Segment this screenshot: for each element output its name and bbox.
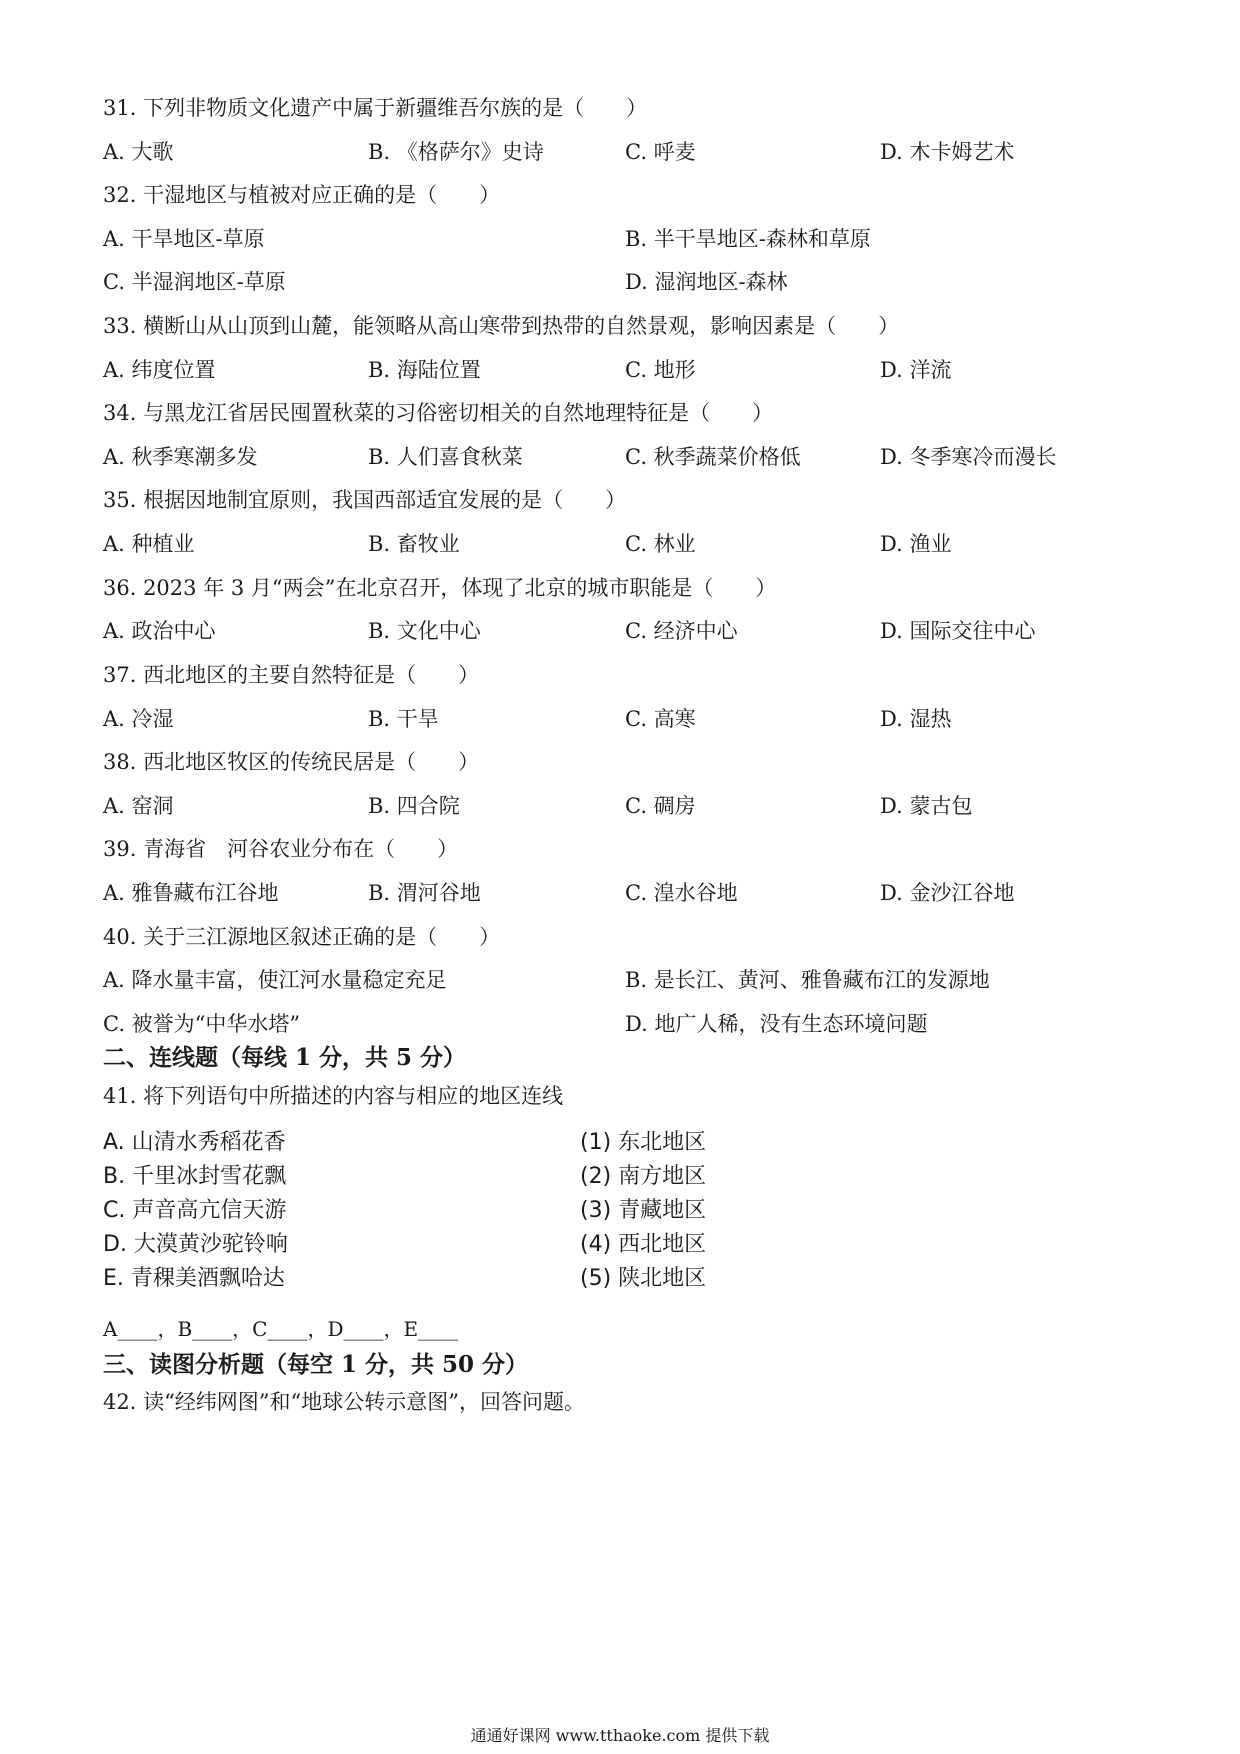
question-33-stem: 33. 横断山从山顶到山麓，能领略从高山寒带到热带的自然景观，影响因素是（ ）: [103, 314, 900, 338]
match-left-d: D. 大漠黄沙驼铃响: [103, 1232, 288, 1257]
question-40-stem: 40. 关于三江源地区叙述正确的是（ ）: [103, 925, 501, 949]
match-right-3: (3) 青藏地区: [580, 1198, 707, 1223]
q39-option-c: C. 湟水谷地: [625, 881, 738, 905]
q37-option-b: B. 干旱: [368, 707, 439, 731]
answer-blanks: A____，B____，C____，D____，E____: [103, 1317, 459, 1341]
q37-option-d: D. 湿热: [880, 707, 952, 731]
q40-option-a: A. 降水量丰富，使江河水量稳定充足: [103, 968, 447, 992]
question-34-stem: 34. 与黑龙江省居民囤置秋菜的习俗密切相关的自然地理特征是（ ）: [103, 401, 774, 425]
q39-option-d: D. 金沙江谷地: [880, 881, 1015, 905]
question-32-stem: 32. 干湿地区与植被对应正确的是（ ）: [103, 183, 501, 207]
q36-option-a: A. 政治中心: [103, 619, 216, 643]
match-left-b: B. 千里冰封雪花飘: [103, 1164, 287, 1189]
q31-option-a: A. 大歌: [103, 140, 174, 164]
q37-option-a: A. 冷湿: [103, 707, 174, 731]
question-39-stem: 39. 青海省 河谷农业分布在（ ）: [103, 837, 459, 861]
q40-option-c: C. 被誉为“中华水塔”: [103, 1012, 301, 1036]
q34-option-d: D. 冬季寒冷而漫长: [880, 445, 1057, 469]
match-left-e: E. 青稞美酒飘哈达: [103, 1266, 285, 1291]
question-37-stem: 37. 西北地区的主要自然特征是（ ）: [103, 663, 480, 687]
q39-option-a: A. 雅鲁藏布江谷地: [103, 881, 279, 905]
q31-option-d: D. 木卡姆艺术: [880, 140, 1015, 164]
question-42-stem: 42. 读“经纬网图”和“地球公转示意图”，回答问题。: [103, 1390, 586, 1414]
q38-option-a: A. 窑洞: [103, 794, 174, 818]
q34-option-c: C. 秋季蔬菜价格低: [625, 445, 801, 469]
match-right-1: (1) 东北地区: [580, 1130, 707, 1155]
q32-option-a: A. 干旱地区-草原: [103, 227, 265, 251]
q32-option-d: D. 湿润地区-森林: [625, 270, 788, 294]
question-36-stem: 36. 2023 年 3 月“两会”在北京召开，体现了北京的城市职能是（ ）: [103, 576, 777, 600]
q37-option-c: C. 高寒: [625, 707, 696, 731]
q34-option-b: B. 人们喜食秋菜: [368, 445, 523, 469]
q35-option-d: D. 渔业: [880, 532, 952, 556]
question-35-stem: 35. 根据因地制宜原则，我国西部适宜发展的是（ ）: [103, 488, 627, 512]
page-footer: 通通好课网 www.tthaoke.com 提供下载: [470, 1726, 770, 1745]
match-right-5: (5) 陕北地区: [580, 1266, 707, 1291]
q33-option-d: D. 洋流: [880, 358, 952, 382]
q31-option-b: B. 《格萨尔》史诗: [368, 140, 544, 164]
q38-option-d: D. 蒙古包: [880, 794, 973, 818]
q40-option-b: B. 是长江、黄河、雅鲁藏布江的发源地: [625, 968, 990, 992]
q32-option-c: C. 半湿润地区-草原: [103, 270, 286, 294]
q38-option-c: C. 碉房: [625, 794, 696, 818]
question-38-stem: 38. 西北地区牧区的传统民居是（ ）: [103, 750, 480, 774]
match-left-a: A. 山清水秀稻花香: [103, 1130, 286, 1155]
q33-option-b: B. 海陆位置: [368, 358, 481, 382]
match-left-c: C. 声音高亢信天游: [103, 1198, 287, 1223]
question-31-stem: 31. 下列非物质文化遗产中属于新疆维吾尔族的是（ ）: [103, 96, 648, 120]
q36-option-b: B. 文化中心: [368, 619, 481, 643]
match-right-4: (4) 西北地区: [580, 1232, 707, 1257]
q35-option-b: B. 畜牧业: [368, 532, 460, 556]
q36-option-c: C. 经济中心: [625, 619, 738, 643]
q39-option-b: B. 渭河谷地: [368, 881, 481, 905]
section-3-title: 三、读图分析题（每空 1 分，共 50 分）: [103, 1351, 529, 1378]
q35-option-c: C. 林业: [625, 532, 696, 556]
q33-option-c: C. 地形: [625, 358, 696, 382]
q36-option-d: D. 国际交往中心: [880, 619, 1036, 643]
q32-option-b: B. 半干旱地区-森林和草原: [625, 227, 871, 251]
match-right-2: (2) 南方地区: [580, 1164, 707, 1189]
section-2-title: 二、连线题（每线 1 分，共 5 分）: [103, 1044, 467, 1071]
q33-option-a: A. 纬度位置: [103, 358, 216, 382]
q40-option-d: D. 地广人稀，没有生态环境问题: [625, 1012, 928, 1036]
q35-option-a: A. 种植业: [103, 532, 195, 556]
q31-option-c: C. 呼麦: [625, 140, 696, 164]
question-41-stem: 41. 将下列语句中所描述的内容与相应的地区连线: [103, 1084, 564, 1108]
q34-option-a: A. 秋季寒潮多发: [103, 445, 258, 469]
q38-option-b: B. 四合院: [368, 794, 460, 818]
